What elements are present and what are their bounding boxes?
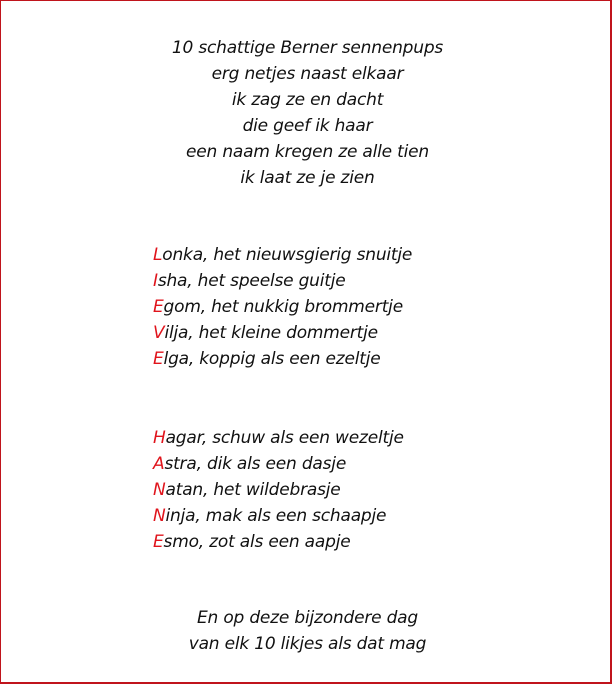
acrostic-rest: agar, schuw als een wezeltje [165, 428, 404, 448]
acrostic-initial: N [153, 480, 166, 500]
intro-stanza [5, 35, 610, 191]
acrostic-rest: ilja, het kleine dommertje [164, 323, 378, 343]
outro-line: En op deze bijzondere dag [197, 608, 418, 628]
intro-line: een naam kregen ze alle tien [186, 142, 429, 162]
acrostic-initial: E [153, 297, 164, 317]
acrostic-stanza-hanne [153, 425, 404, 555]
acrostic-line [153, 294, 412, 320]
acrostic-rest: sha, het speelse guitje [157, 271, 346, 291]
intro-line: die geef ik haar [242, 116, 373, 136]
acrostic-initial: L [153, 245, 163, 265]
acrostic-rest: inja, mak als een schaapje [165, 506, 387, 526]
acrostic-line [153, 268, 412, 294]
acrostic-initial: E [153, 532, 164, 552]
acrostic-line [153, 425, 404, 451]
acrostic-rest: stra, dik als een dasje [164, 454, 347, 474]
acrostic-line [153, 451, 404, 477]
acrostic-initial: I [153, 271, 158, 291]
acrostic-rest: smo, zot als een aapje [163, 532, 351, 552]
acrostic-rest: onka, het nieuwsgierig snuitje [162, 245, 413, 265]
acrostic-initial: H [153, 428, 166, 448]
outro-stanza [5, 605, 610, 657]
acrostic-stanza-lieve [153, 242, 412, 372]
acrostic-line [153, 529, 404, 555]
acrostic-initial: N [153, 506, 166, 526]
outro-line: van elk 10 likjes als dat mag [188, 634, 427, 654]
acrostic-rest: lga, koppig als een ezeltje [163, 349, 381, 369]
intro-line: ik laat ze je zien [240, 168, 375, 188]
acrostic-line [153, 320, 412, 346]
intro-line: ik zag ze en dacht [231, 90, 384, 110]
intro-line: erg netjes naast elkaar [211, 64, 404, 84]
acrostic-initial: A [153, 454, 165, 474]
acrostic-line [153, 242, 412, 268]
acrostic-rest: gom, het nukkig brommertje [163, 297, 403, 317]
acrostic-initial: E [153, 349, 164, 369]
acrostic-line [153, 477, 404, 503]
intro-line: 10 schattige Berner sennenpups [171, 38, 444, 58]
acrostic-initial: V [153, 323, 165, 343]
acrostic-line [153, 346, 412, 372]
acrostic-rest: atan, het wildebrasje [165, 480, 341, 500]
acrostic-line [153, 503, 404, 529]
